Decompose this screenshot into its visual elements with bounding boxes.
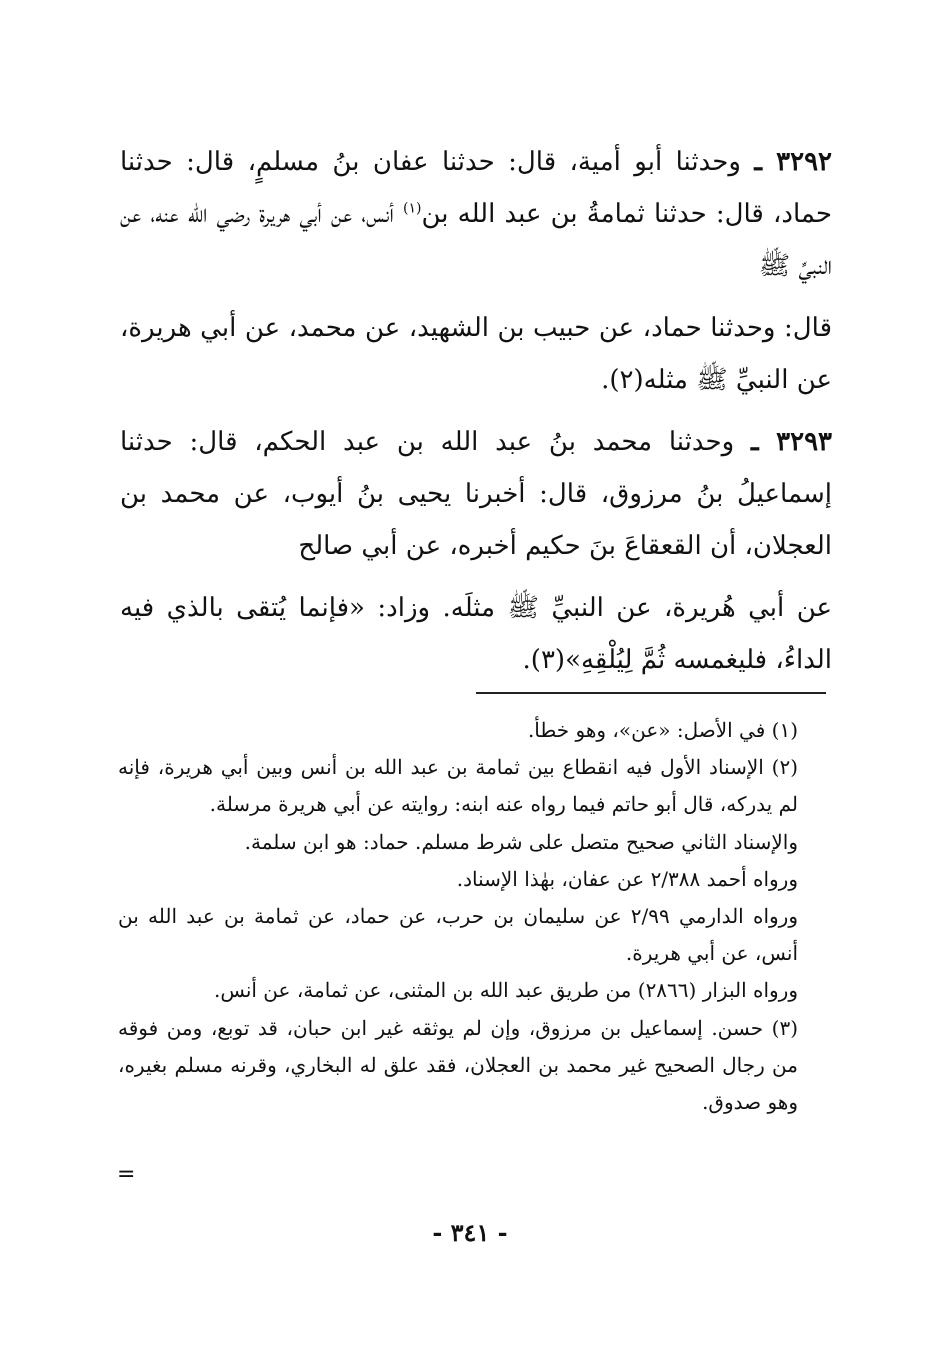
footnote-1: (١) في الأصل: «عن»، وهو خطأ. xyxy=(527,718,798,742)
page-number: - ٣٤١ - xyxy=(432,1218,508,1247)
hadith-number: ٣٢٩٢ ـ xyxy=(754,147,832,177)
hadith-3293 xyxy=(120,416,832,572)
main-text xyxy=(120,136,832,686)
continuation-mark: = xyxy=(117,1162,136,1187)
hadith-3293-matn: عن أبي هُريرة، عن النبيِّ ﷺ مثلَه. وزاد: «فإنما يُتقى بالذي فيه الداءُ، فليغمسه ثُمَّ لِيُلْقِهِ»(٣). xyxy=(120,593,832,675)
footnote-2-cont-c: ورواه الدارمي ٢/٩٩ عن سليمان بن حرب، عن حماد، عن ثمامة بن عبد الله بن أنس، عن أبي هريرة. xyxy=(118,904,798,966)
footnote-2: (٢) الإسناد الأول فيه انقطاع بين ثمامة بن عبد الله بن أنس وبين أبي هريرة، فإنه لم يدركه، قال أبو حاتم فيما رواه عنه ابنه: روايته عن أبي هريرة مرسلة. xyxy=(118,755,798,817)
hadith-text: وحدثنا أبو أمية، قال: حدثنا عفان بنُ مسلمٍ، قال: حدثنا حماد، قال: حدثنا ثمامةُ بن عبد الله بن xyxy=(120,147,833,229)
footnote-2-cont-a: والإسناد الثاني صحيح متصل على شرط مسلم. حماد: هو ابن سلمة. xyxy=(244,829,798,854)
hadith-text: وحدثنا محمد بنُ عبد الله بن عبد الحكم، قال: حدثنا إسماعيلُ بنُ مرزوق، قال: أخبرنا يحيى بنُ أيوب، عن محمد بن العجلان، أن القعقاعَ بنَ حكيم أخبره، عن أبي صالح xyxy=(120,427,832,561)
footnote-2-cont-d: ورواه البزار (٢٨٦٦) من طريق عبد الله بن المثنى، عن ثمامة، عن أنس. xyxy=(213,978,798,1003)
hadith-text-cont: أنس، عن أبي هريرة رضي الله عنه، عن النبيِّ ﷺ xyxy=(120,199,832,281)
footnote-separator xyxy=(476,692,826,694)
hadith-3292 xyxy=(120,136,832,292)
footnotes xyxy=(118,712,832,1121)
hadith-number: ٣٢٩٣ ـ xyxy=(750,427,832,457)
footnote-3: (٣) حسن. إسماعيل بن مرزوق، وإن لم يوثقه غير ابن حبان، قد توبع، ومن فوقه من رجال الصحيح غير محمد بن العجلان، فقد علق له البخاري، وقرنه مسلم بغيره، وهو صدوق. xyxy=(118,1015,798,1115)
footnote-ref-1: (١) xyxy=(402,200,422,217)
footnote-2-cont-b: ورواه أحمد ٢/٣٨٨ عن عفان، بهٰذا الإسناد. xyxy=(456,866,798,891)
hadith-3292-second-chain: قال: وحدثنا حماد، عن حبيب بن الشهيد، عن محمد، عن أبي هريرة، عن النبيِّ ﷺ مثله(٢). xyxy=(120,313,832,395)
